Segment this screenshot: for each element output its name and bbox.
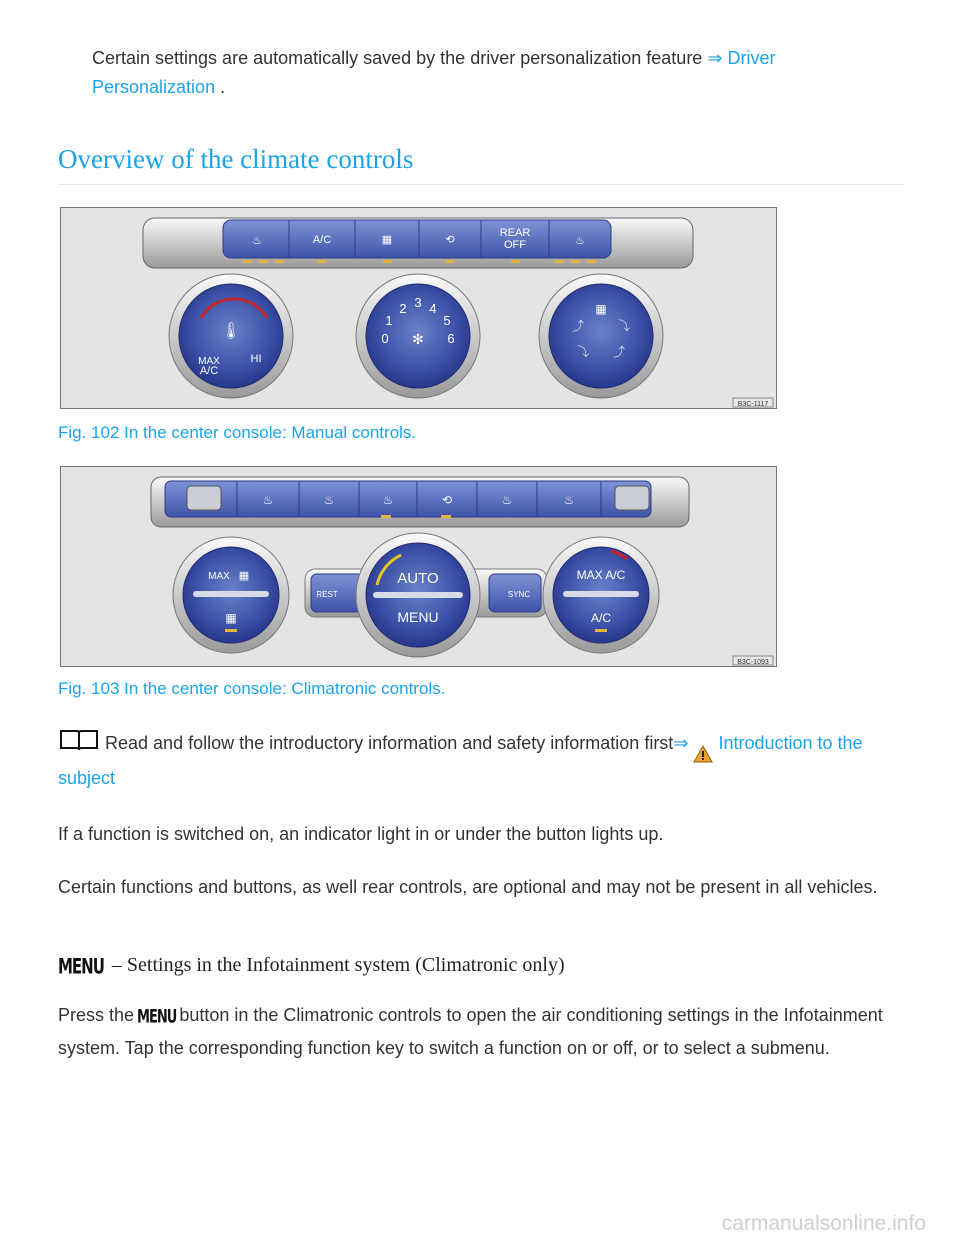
air-distribution-dial bbox=[539, 274, 663, 398]
figure1-code: B3C-1117 bbox=[737, 401, 769, 408]
optional-functions-paragraph: Certain functions and buttons, as well rear controls, are optional and may not be present in all vehicles. bbox=[58, 877, 878, 897]
svg-text:⤵: ⤵ bbox=[576, 345, 590, 359]
svg-text:2: 2 bbox=[399, 301, 407, 316]
indicator-paragraph: If a function is switched on, an indicator light in or under the button lights up. bbox=[58, 824, 664, 844]
rear-defrost-icon: ▦ bbox=[381, 234, 393, 246]
svg-text:⟲: ⟲ bbox=[441, 493, 453, 507]
svg-text:▦: ▦ bbox=[225, 611, 237, 625]
svg-text:♨: ♨ bbox=[501, 493, 513, 507]
rear-off-label-1: REAR bbox=[499, 227, 531, 239]
menu-button-icon: MENU bbox=[137, 1007, 177, 1028]
svg-text:♨: ♨ bbox=[323, 493, 335, 507]
svg-text:⤴: ⤴ bbox=[571, 319, 585, 333]
svg-text:⤴: ⤴ bbox=[612, 345, 626, 359]
introduction-link[interactable]: Introduction to the subject bbox=[58, 733, 863, 788]
notice-paragraph: Read and follow the introductory information and safety information first⇒ Introduction to the subject bbox=[58, 727, 908, 794]
right-climate-dial bbox=[543, 537, 659, 653]
seat-heat-left-icon: ♨ bbox=[252, 235, 262, 247]
temperature-dial bbox=[169, 274, 293, 398]
svg-text:♨: ♨ bbox=[563, 493, 575, 507]
svg-text:AUTO: AUTO bbox=[397, 570, 439, 587]
svg-text:MENU: MENU bbox=[397, 609, 439, 625]
svg-text:5: 5 bbox=[443, 313, 451, 328]
svg-text:6: 6 bbox=[447, 331, 455, 346]
svg-text:▦: ▦ bbox=[238, 569, 250, 582]
menu-settings-heading: MENU – Settings in the Infotainment system (Climatronic only) bbox=[58, 952, 565, 979]
svg-text:MAX A/C: MAX A/C bbox=[576, 568, 626, 582]
svg-text:HI: HI bbox=[250, 353, 262, 365]
figure2-caption: Fig. 103 In the center console: Climatronic controls. bbox=[58, 679, 446, 698]
figure-manual-controls bbox=[60, 207, 777, 409]
menu-button-icon: MENU bbox=[58, 952, 104, 979]
figure-climatronic-controls bbox=[60, 466, 777, 667]
svg-text:0: 0 bbox=[381, 331, 389, 346]
svg-text:♨: ♨ bbox=[262, 493, 274, 507]
rear-off-label-2: OFF bbox=[504, 239, 526, 251]
section-title: Overview of the climate controls bbox=[58, 144, 414, 174]
book-icon bbox=[58, 727, 100, 753]
divider bbox=[58, 184, 904, 185]
left-climate-dial bbox=[173, 537, 289, 653]
recirculation-icon: ⟲ bbox=[445, 234, 455, 246]
figure1-caption: Fig. 102 In the center console: Manual controls. bbox=[58, 423, 417, 442]
svg-text:▦: ▦ bbox=[595, 302, 607, 316]
center-climate-control bbox=[305, 533, 547, 657]
warning-icon bbox=[693, 745, 713, 763]
svg-text:4: 4 bbox=[429, 301, 437, 316]
svg-text:🌡: 🌡 bbox=[220, 321, 242, 340]
intro-paragraph: Certain settings are automatically saved by the driver personalization feature ⇒ Driver Personalization . bbox=[92, 48, 776, 97]
ac-button-label: A/C bbox=[312, 234, 332, 246]
watermark: carmanualsonline.info bbox=[721, 1212, 926, 1235]
driver-personalization-link[interactable]: ⇒ Driver Personalization bbox=[92, 48, 776, 97]
svg-text:♨: ♨ bbox=[382, 493, 394, 507]
svg-text:REST: REST bbox=[316, 590, 338, 599]
svg-text:MAX: MAX bbox=[208, 571, 230, 582]
figure2-code: B3C-1093 bbox=[737, 659, 769, 666]
svg-text:MAX: MAX bbox=[198, 356, 220, 367]
seat-heat-right-icon: ♨ bbox=[575, 235, 585, 247]
menu-instructions-paragraph: Press the MENU button in the Climatronic controls to open the air conditioning settings in the Infotainment system. Tap the corresponding function key to switch a function on or off, or to select a submenu. bbox=[58, 1000, 908, 1064]
svg-text:⤵: ⤵ bbox=[617, 319, 631, 333]
fan-speed-dial bbox=[356, 274, 480, 398]
svg-text:3: 3 bbox=[414, 295, 422, 310]
svg-text:SYNC: SYNC bbox=[507, 590, 531, 599]
svg-text:✻: ✻ bbox=[412, 332, 424, 348]
svg-text:1: 1 bbox=[385, 313, 393, 328]
svg-text:A/C: A/C bbox=[590, 611, 612, 625]
svg-text:A/C: A/C bbox=[199, 365, 219, 377]
